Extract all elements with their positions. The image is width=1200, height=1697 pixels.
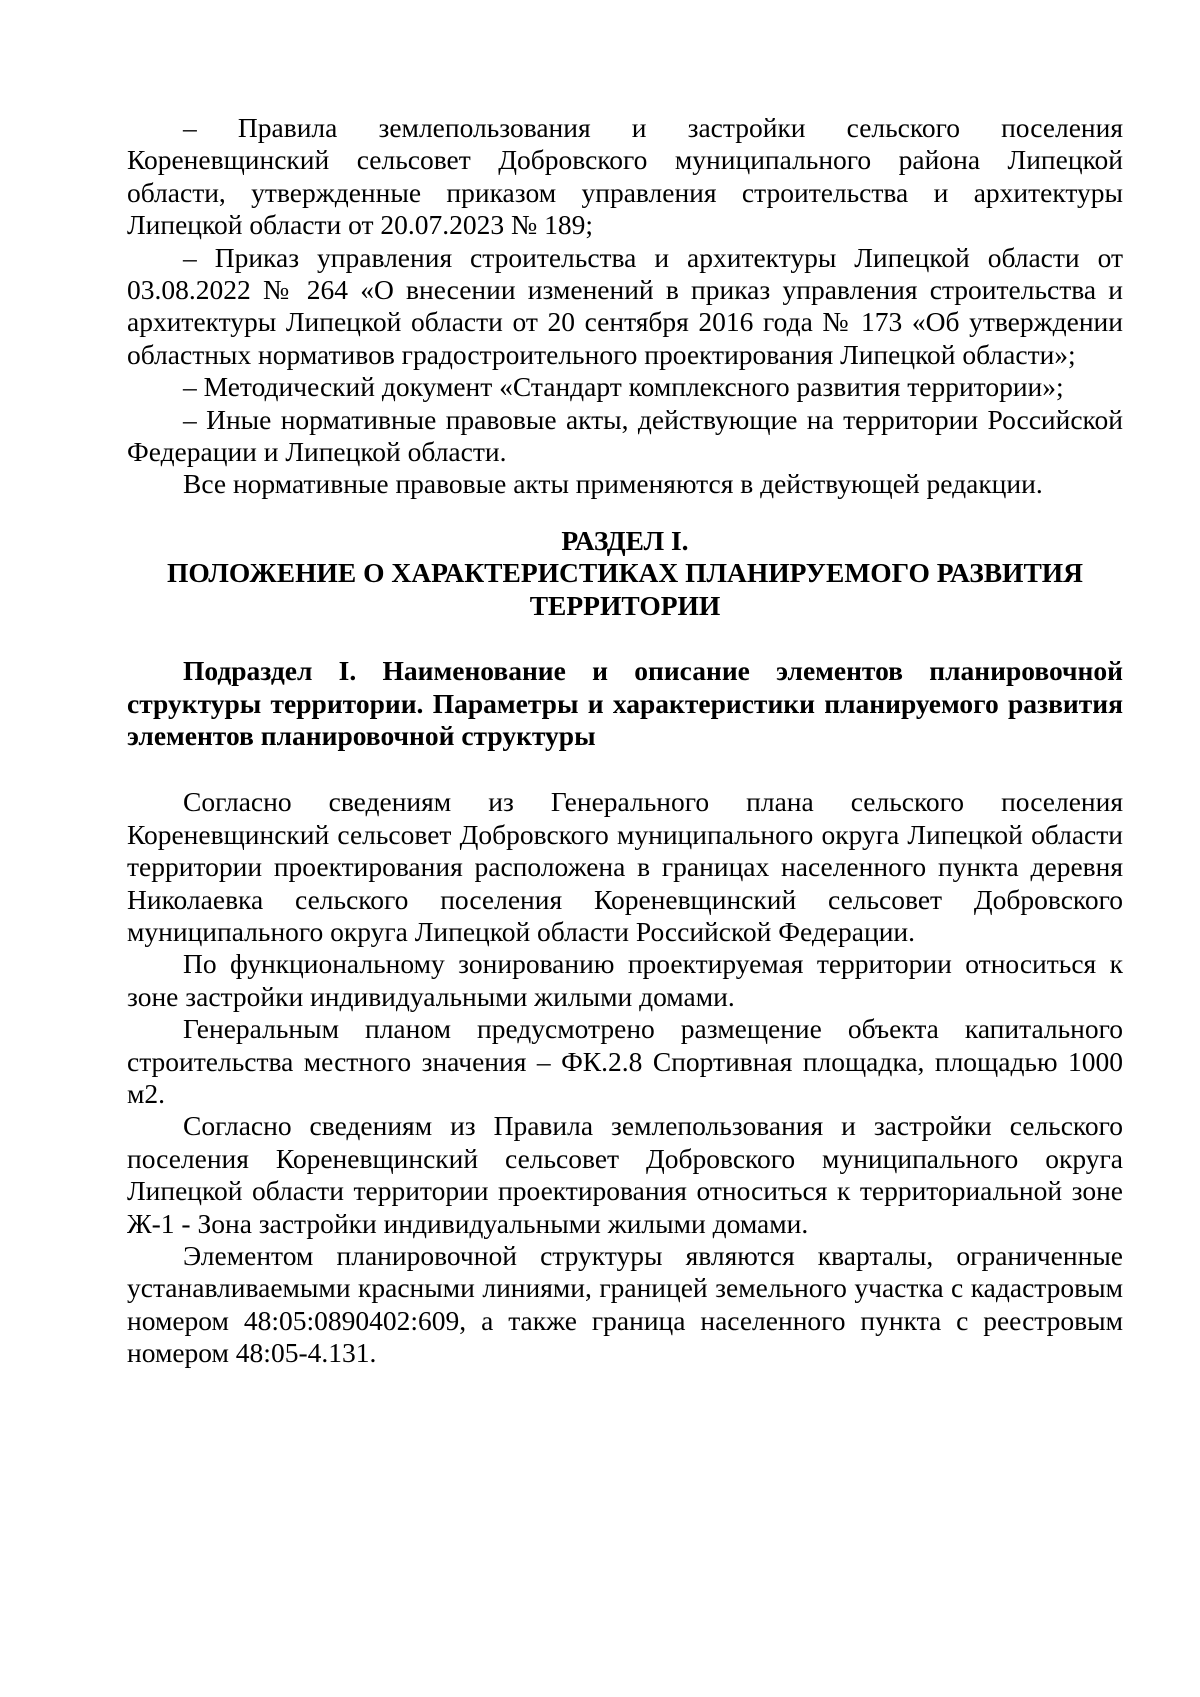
subsection-body: [127, 786, 1123, 1369]
body-paragraph-zoning: По функциональному зонированию проектируемая территории относиться к зоне застройки индивидуальными жилыми домами.: [127, 948, 1123, 1012]
intro-item-order: – Приказ управления строительства и архитектуры Липецкой области от 03.08.2022 № 264 «О внесении изменений в приказ управления строительства и архитектуры Липецкой области от 20 сентября 2016 года № 173 «Об утверждении областных нормативов градостроительного проектирования Липецкой области»;: [127, 241, 1123, 370]
section-heading: [127, 525, 1123, 622]
subsection-title: Подраздел I. Наименование и описание элементов планировочной структуры территории. Параметры и характеристики планируемого развития элементов планировочной структуры: [127, 655, 1123, 751]
body-paragraph-general-plan: Согласно сведениям из Генерального плана сельского поселения Кореневщинский сельсовет Добровского муниципального округа Липецкой области территории проектирования расположена в границах населенного пункта деревня Николаевка сельского поселения Кореневщинский сельсовет Добровского муниципального округа Липецкой области Российской Федерации.: [127, 786, 1123, 947]
body-paragraph-territorial-zone: Согласно сведениям из Правила землепользования и застройки сельского поселения Кореневщинский сельсовет Добровского муниципального округа Липецкой области территории проектирования относиться к территориальной зоне Ж-1 - Зона застройки индивидуальными жилыми домами.: [127, 1110, 1123, 1239]
section-title: ПОЛОЖЕНИЕ О ХАРАКТЕРИСТИКАХ ПЛАНИРУЕМОГО РАЗВИТИЯ ТЕРРИТОРИИ: [166, 557, 1084, 621]
intro-item-other-acts: – Иные нормативные правовые акты, действующие на территории Российской Федерации и Липецкой области.: [127, 403, 1123, 468]
section-label: РАЗДЕЛ I.: [561, 524, 689, 556]
intro-item-rules: – Правила землепользования и застройки сельского поселения Кореневщинский сельсовет Добровского муниципального района Липецкой области, утвержденные приказом управления строительства и архитектуры Липецкой области от 20.07.2023 № 189;: [127, 112, 1123, 241]
body-paragraph-structure-elements: Элементом планировочной структуры являются кварталы, ограниченные устанавливаемыми красными линиями, границей земельного участка с кадастровым номером 48:05:0890402:609, а также граница населенного пункта с реестровым номером 48:05-4.131.: [127, 1240, 1123, 1369]
intro-closing-note: Все нормативные правовые акты применяются в действующей редакции.: [183, 468, 1043, 500]
document-body: [127, 112, 1123, 1370]
body-paragraph-sports-ground: Генеральным планом предусмотрено размещение объекта капитального строительства местного значения – ФК.2.8 Спортивная площадка, площадью 1000 м2.: [127, 1013, 1123, 1109]
intro-item-standard: – Методический документ «Стандарт комплексного развития территории»;: [183, 371, 1064, 403]
